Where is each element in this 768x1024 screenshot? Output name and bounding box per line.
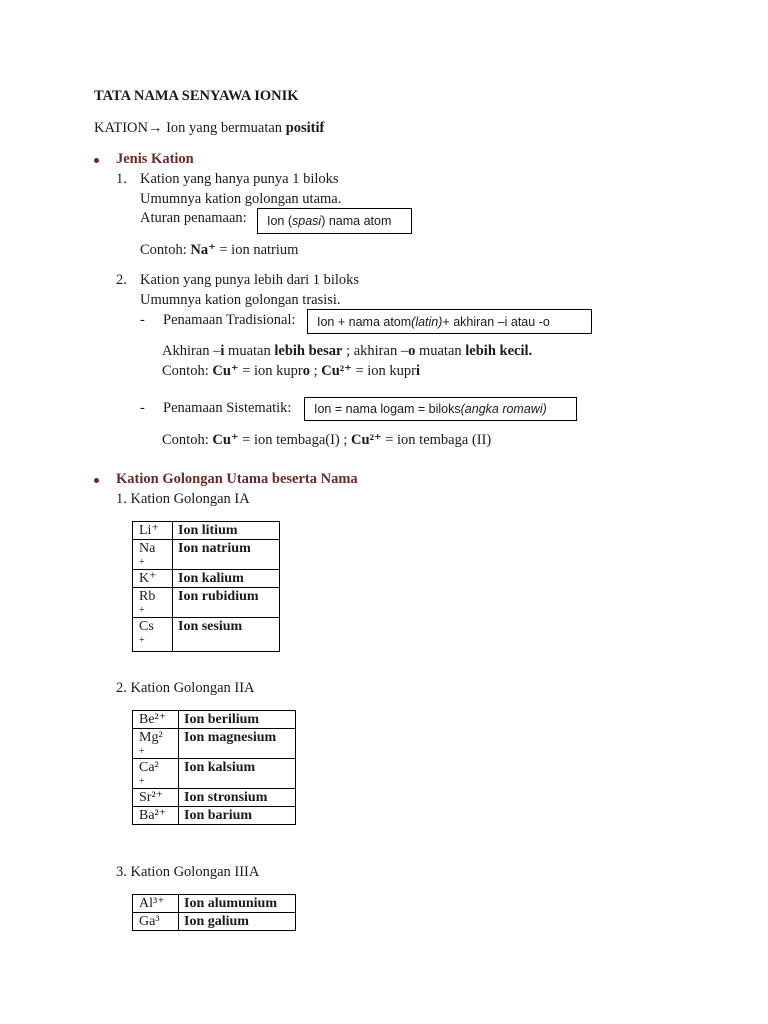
example-ion: Na⁺	[190, 242, 216, 258]
kation-term: KATION	[94, 120, 148, 136]
arrow-icon: →	[147, 120, 163, 136]
kation-definition	[94, 120, 324, 137]
table-row	[133, 588, 280, 618]
akhiran-rule	[162, 343, 532, 360]
ion-name: Ion natrium	[173, 540, 280, 570]
table-row	[133, 913, 296, 931]
ex-cu2: Cu²⁺	[351, 432, 382, 448]
ex-kupr-1: = ion kupr	[238, 363, 303, 379]
ion-symbol-base: Rb	[139, 589, 156, 604]
ion-symbol: Be²⁺	[133, 711, 179, 729]
table-row	[133, 807, 296, 825]
ion-name: Ion barium	[179, 807, 296, 825]
akh-7: muatan	[415, 343, 466, 359]
rule-box-1-a: Ion (	[267, 214, 293, 228]
ion-symbol: Sr²⁺	[133, 789, 179, 807]
ion-symbol	[133, 618, 173, 652]
section-heading-jenis: Jenis Kation	[116, 151, 194, 167]
kation-text: Ion yang bermuatan	[162, 120, 286, 136]
ion-symbol: Li⁺	[133, 522, 173, 540]
table-row	[133, 711, 296, 729]
rule-box-3	[304, 397, 577, 421]
ion-symbol	[133, 588, 173, 618]
ion-name: Ion rubidium	[173, 588, 280, 618]
ion-symbol: Al³⁺	[133, 895, 179, 913]
ex-cu1: Cu⁺	[212, 432, 239, 448]
table-row	[133, 618, 280, 652]
section-heading-golongan: Kation Golongan Utama beserta Nama	[116, 471, 358, 487]
ion-symbol	[133, 729, 179, 759]
golongan-iiia-label: 3. Kation Golongan IIIA	[116, 864, 260, 880]
rule-box-1-italic: spasi	[292, 214, 322, 228]
dash: -	[140, 400, 145, 416]
ion-name: Ion galium	[179, 913, 296, 931]
rule-box-1-b: ) nama atom	[321, 214, 392, 228]
ion-symbol-base: Na	[139, 541, 156, 556]
table-golongan-ia	[132, 521, 280, 652]
table-row	[133, 522, 280, 540]
akh-1: Akhiran –	[162, 343, 221, 359]
akh-4: lebih besar	[274, 343, 343, 359]
ion-symbol: K⁺	[133, 570, 173, 588]
sist-example	[162, 431, 491, 449]
ion-symbol: Ga³	[133, 913, 179, 931]
example-rest: = ion natrium	[215, 242, 299, 258]
ex-cu2: Cu²⁺	[321, 363, 352, 379]
list-number: 1.	[116, 171, 127, 187]
ion-charge: +	[139, 557, 145, 568]
ion-symbol	[133, 540, 173, 570]
trad-example	[162, 362, 420, 380]
item1-line2: Umumnya kation golongan utama.	[140, 191, 342, 207]
akh-2: i	[220, 343, 225, 359]
ion-symbol	[133, 759, 179, 789]
ion-name: Ion kalium	[173, 570, 280, 588]
table-row	[133, 540, 280, 570]
rule-box-2-a: Ion + nama atom	[317, 314, 412, 329]
sist-label: Penamaan Sistematik:	[163, 400, 292, 416]
ex-sep: ;	[309, 363, 322, 379]
item2-line2: Umumnya kation golongan trasisi.	[140, 292, 341, 308]
ion-charge: +	[139, 746, 145, 757]
ion-symbol-base: Cs	[139, 619, 154, 634]
ion-charge: +	[139, 776, 145, 787]
rule-box-2-b: + akhiran –i atau -o	[442, 314, 550, 329]
table-row	[133, 789, 296, 807]
ion-name: Ion litium	[173, 522, 280, 540]
table-row	[133, 729, 296, 759]
ex-kupr-2: = ion kupr	[351, 363, 416, 379]
ion-charge: +	[139, 635, 145, 646]
rule-box-3-italic: (angka romawi)	[460, 402, 547, 416]
dash: -	[140, 312, 145, 328]
rule-box-3-a: Ion = nama logam = biloks	[314, 402, 461, 416]
akh-6: o	[408, 343, 416, 359]
rule-box-2-italic: (latin)	[411, 314, 443, 329]
example-label: Contoh:	[162, 432, 213, 448]
table-golongan-iiia	[132, 894, 296, 931]
item1-line1: Kation yang hanya punya 1 biloks	[140, 171, 339, 187]
page-title: TATA NAMA SENYAWA IONIK	[94, 88, 299, 104]
akh-5: ; akhiran –	[342, 343, 409, 359]
ion-name: Ion kalsium	[179, 759, 296, 789]
ex-cu1: Cu⁺	[212, 363, 239, 379]
item1-line3: Aturan penamaan:	[140, 210, 247, 226]
table-row	[133, 895, 296, 913]
ion-name: Ion stronsium	[179, 789, 296, 807]
akh-3: muatan	[224, 343, 275, 359]
golongan-ia-label: 1. Kation Golongan IA	[116, 491, 250, 507]
ex-i: i	[415, 363, 421, 379]
ion-symbol-base: Ca²	[139, 760, 159, 775]
list-number: 2.	[116, 272, 127, 288]
example-label: Contoh:	[162, 363, 213, 379]
table-row	[133, 570, 280, 588]
ion-name: Ion magnesium	[179, 729, 296, 759]
ion-symbol: Ba²⁺	[133, 807, 179, 825]
example-label: Contoh:	[140, 242, 191, 258]
ion-name: Ion berilium	[179, 711, 296, 729]
ion-name: Ion sesium	[173, 618, 280, 652]
bullet-icon	[94, 478, 99, 483]
table-golongan-iia	[132, 710, 296, 825]
trad-label: Penamaan Tradisional:	[163, 312, 296, 328]
ion-name: Ion alumunium	[179, 895, 296, 913]
golongan-iia-label: 2. Kation Golongan IIA	[116, 680, 255, 696]
kation-positif: positif	[285, 120, 325, 136]
item2-line1: Kation yang punya lebih dari 1 biloks	[140, 272, 360, 288]
ion-symbol-base: Mg²	[139, 730, 163, 745]
ex-o: o	[302, 363, 310, 379]
rule-box-1	[257, 208, 412, 234]
item1-example	[140, 241, 298, 259]
ex-tembaga-1: = ion tembaga(I) ;	[238, 432, 352, 448]
akh-8: lebih kecil.	[465, 343, 533, 359]
bullet-icon	[94, 158, 99, 163]
ex-tembaga-2: = ion tembaga (II)	[381, 432, 492, 448]
rule-box-2	[307, 309, 592, 334]
ion-charge: +	[139, 605, 145, 616]
table-row	[133, 759, 296, 789]
